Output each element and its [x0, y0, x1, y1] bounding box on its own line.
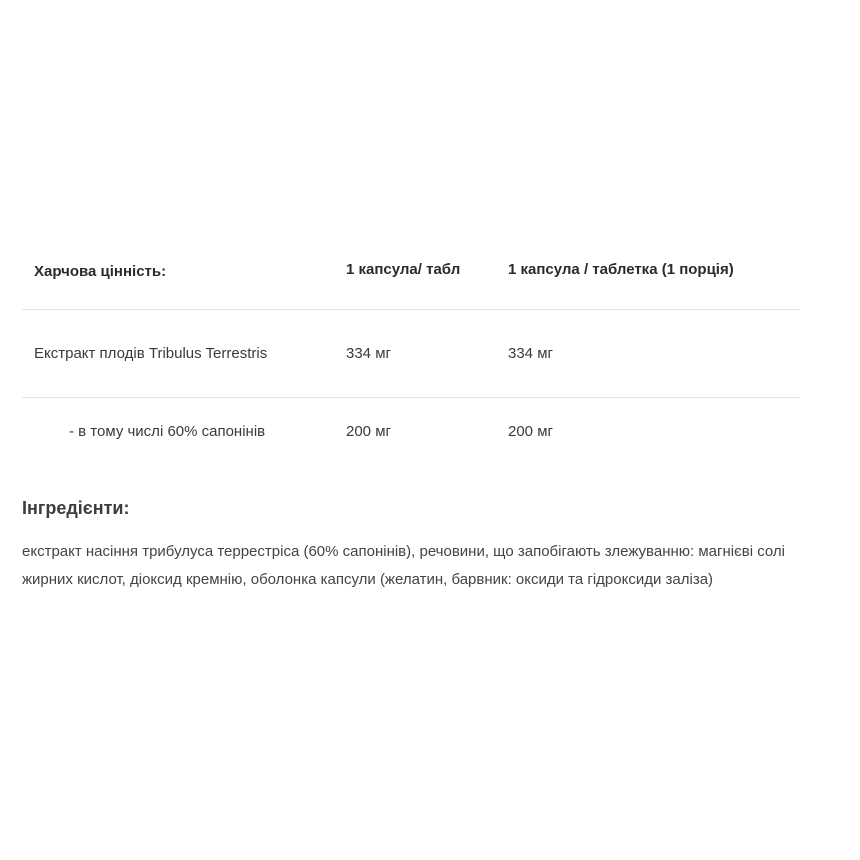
table-row	[22, 398, 800, 464]
header-nutrition-value: Харчова цінність:	[34, 263, 167, 280]
row-per-serving: 334 мг	[508, 345, 553, 362]
nutrition-table	[22, 230, 800, 464]
row-per-capsule: 200 мг	[346, 422, 391, 440]
row-name: Екстракт плодів Tribulus Terrestris	[34, 345, 268, 362]
ingredients-title: Інгредієнти:	[22, 498, 130, 518]
table-header-row	[22, 230, 800, 310]
header-per-capsule: 1 капсула/ табл	[346, 261, 461, 278]
ingredients-text: екстракт насіння трибулуса террестріса (60% сапонінів), речовини, що запобігають злежуванню: магнієві солі жирних кислот, діоксид кремнію, оболонка капсули (желатин, барвник: оксиди та гідроксиди заліза)	[22, 543, 785, 588]
header-per-serving: 1 капсула / таблетка (1 порція)	[508, 261, 734, 278]
row-per-serving: 200 мг	[508, 422, 553, 440]
row-name: - в тому числі 60% сапонінів	[69, 422, 266, 440]
row-per-capsule: 334 мг	[346, 345, 391, 362]
table-row	[22, 310, 800, 398]
